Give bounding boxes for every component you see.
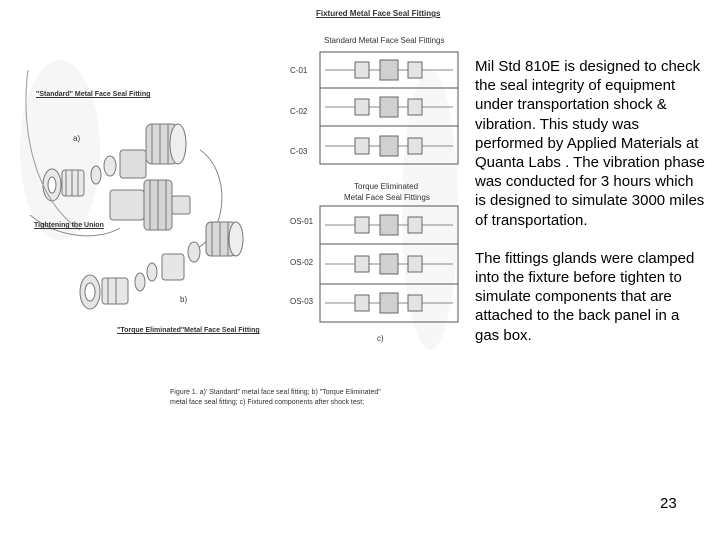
- tightening-union-label: Tightening the Union: [34, 222, 104, 229]
- standard-fitting-label: "Standard" Metal Face Seal Fitting: [36, 91, 151, 98]
- row-label-os01: OS-01: [290, 217, 314, 226]
- page-number: 23: [660, 495, 677, 512]
- torque-eliminated-fitting-drawing: [80, 222, 243, 309]
- figure-caption-line1: Figure 1. a)' Standard" metal face seal fitting; b) "Torque Eliminated": [170, 389, 381, 396]
- torque-header-line1: Torque Eliminated: [354, 182, 419, 191]
- torque-header-line2: Metal Face Seal Fittings: [344, 193, 430, 202]
- torque-eliminated-label: "Torque Eliminated"Metal Face Seal Fitting: [117, 327, 260, 334]
- row-label-c01: C-01: [290, 66, 308, 75]
- row-label-os02: OS-02: [290, 258, 314, 267]
- label-c: c): [377, 334, 384, 343]
- paragraph-mil-std: Mil Std 810E is designed to check the seal integrity of equipment under transportation shock & vibration. This study was performed by Applied Materials at Quanta Labs . The vibration phase was conducted for 3 hours which is designed to simulate 3000 miles of transportation.: [475, 58, 705, 229]
- standard-header: Standard Metal Face Seal Fittings: [324, 36, 445, 45]
- body-text: [475, 57, 705, 345]
- row-label-c02: C-02: [290, 107, 308, 116]
- row-label-os03: OS-03: [290, 297, 314, 306]
- paragraph-fittings: The fittings glands were clamped into the fixture before tighten to simulate components that are attached to the back panel in a gas box.: [475, 249, 695, 344]
- figure-header-title: Fixtured Metal Face Seal Fittings: [316, 9, 441, 18]
- label-a: a): [73, 134, 81, 143]
- row-label-c03: C-03: [290, 147, 308, 156]
- figure-caption-line2: metal face seal fitting; c) Fixtured components after shock test;: [170, 399, 365, 406]
- label-b: b): [180, 295, 188, 304]
